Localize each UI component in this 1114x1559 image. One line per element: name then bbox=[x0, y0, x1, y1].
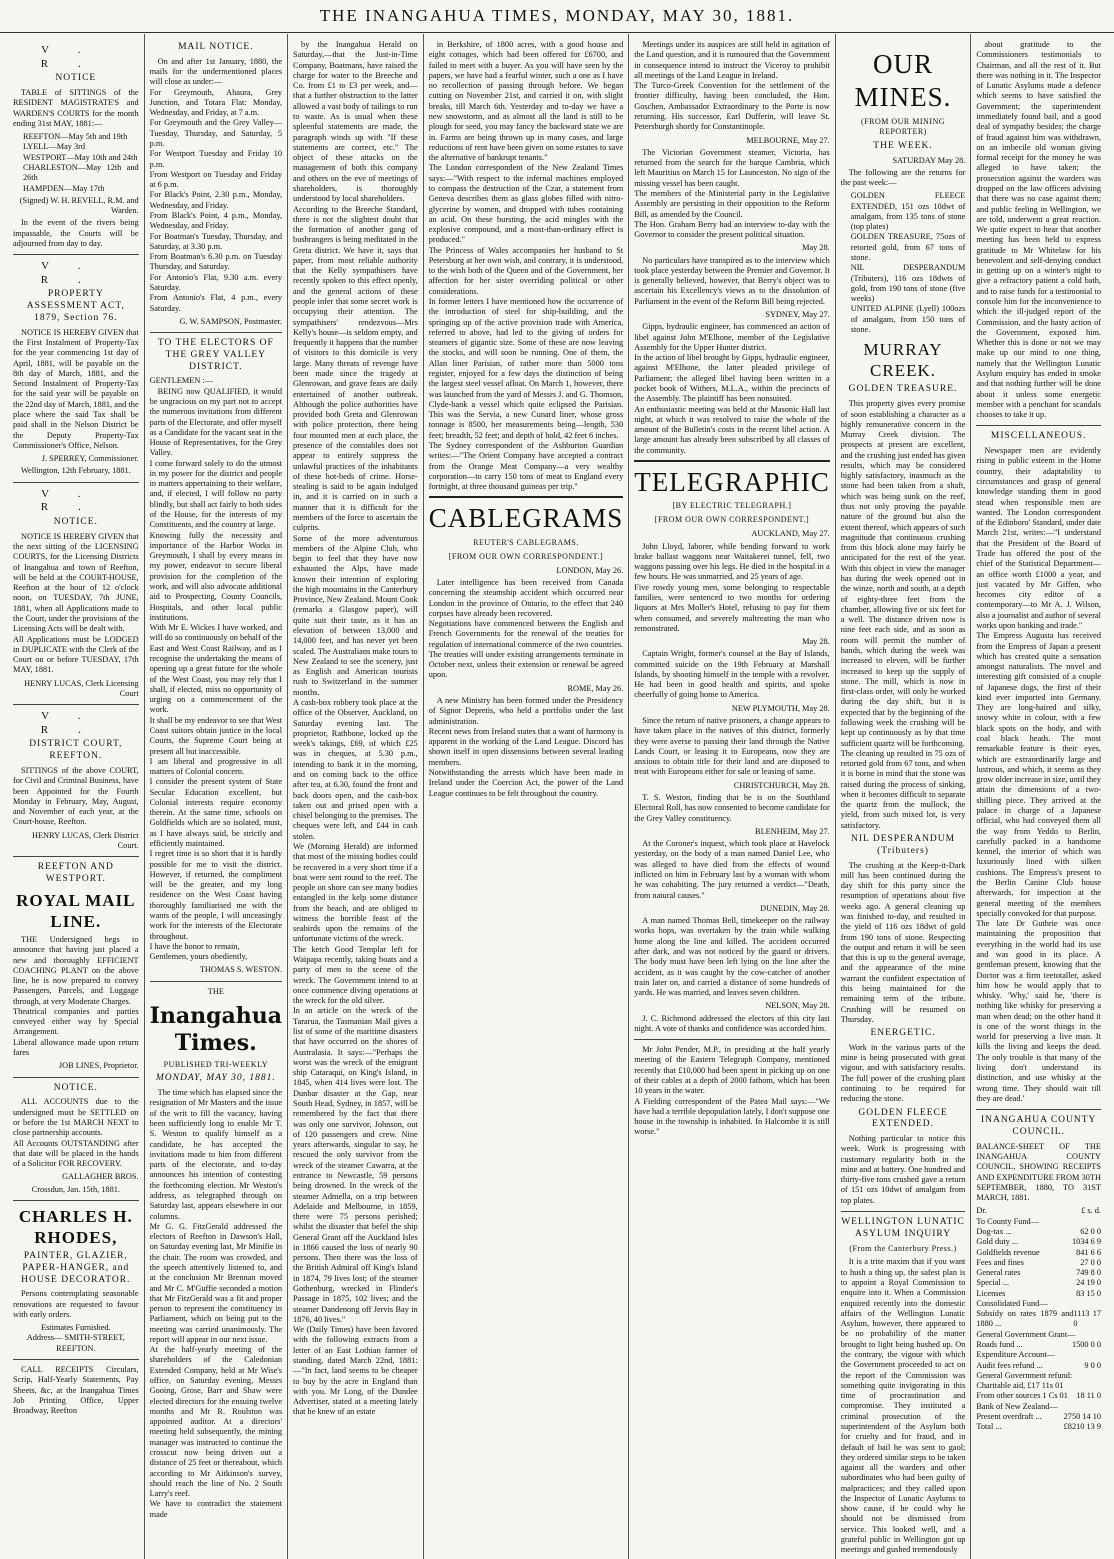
property-body: NOTICE IS HEREBY GIVEN that the First Instalment of Property-Tax for the year commencing 1st day of April, 1881, will be payable on the 8th day of March, 1881, and the Second Instalment of Property-Tax for the said year will be payable on the 22nd day of March, 1881, and the place where the said Tax shall be paid shall in the Nelson District be the Deputy Property-Tax Commissioner's Office, Nelson. bbox=[13, 327, 139, 450]
account-label: Fees and fines bbox=[976, 1257, 1024, 1267]
account-label: Roads fund ... bbox=[976, 1340, 1023, 1350]
issue-date: MONDAY, MAY 30, 1881. bbox=[155, 1073, 276, 1084]
divider bbox=[13, 254, 139, 255]
divider bbox=[13, 1077, 139, 1078]
rhodes-body: Persons contemplating seasonable renovations are requested to favour with early orders. bbox=[13, 1289, 139, 1319]
account-label: Total ... bbox=[976, 1422, 1002, 1432]
column-3 bbox=[287, 34, 423, 1559]
account-label: Expenditure Account— bbox=[976, 1350, 1055, 1360]
asylum-heading: WELLINGTON LUNATIC ASYLUM INQUIRY bbox=[841, 1217, 965, 1239]
account-label: Charitable aid, £17 11s 01 bbox=[976, 1381, 1064, 1391]
account-label: Consolidated Fund— bbox=[976, 1298, 1048, 1308]
golden-treasure-heading: GOLDEN TREASURE. bbox=[848, 384, 958, 395]
account-rows bbox=[976, 1217, 1101, 1433]
nil-desperandum-heading: NIL DESPERANDUM (Tributers) bbox=[850, 834, 956, 856]
cablegrams-body: Later intelligence has been received from Canada concerning the steamship accident which occurred near London in the province of Ontario, to the effect that 240 corpses have already been recovered. Negotiations have commenced between the English and French Governments for the renewal of the treaties for regulation of international commerce of the two countries. The treaties will under existing arrangements terminate in October next, unless their extension or renewal be agreed upon. bbox=[428, 577, 624, 680]
divider bbox=[13, 856, 139, 857]
account-value: 27 0 0 bbox=[1080, 1257, 1101, 1267]
dateline: LONDON, May 26. bbox=[556, 565, 624, 575]
paper-nameplate: Inangahua Times. bbox=[149, 1002, 283, 1057]
account-row bbox=[976, 1289, 1101, 1299]
electors-body: BEING now QUALIFIED, it would be ungracious on my part not to accept the numerous invitations from different parts of the Electorate, and offer myself as a Candidate for the vacant seat in the House of Representatives, for the Grey Valley. I come forward solely to do the utmost in my power for the district and people in matters appertaining to their welfare, and, if elected, I will follow no party blindly, but shall act fairly to both sides of the House, for the interests of my Constituents, and the country at large. Knowing fully the necessity and importance of the Harbor Works in Greymouth, I shall by every means in my power, endeavor to secure liberal provision for the completion of the work, and will also advocate additional aid to Prospecting, County Councils, Hospitals, and other local public institutions. With Mr E. Wickes I have worked, and will do so continuously on behalf of the East and West Coast Railway, and as I recognise the undertaking the means of opening up a great future for the whole of the West Coast, you may rely that I shall, if elected, miss no opportunity of urging on a commencement of the work. It shall be my endeavor to see that West Coast suitors obtain justice in the local Courts, the Supreme Court being at present all but inaccessible. I am liberal and progressive in all matters of Colonial concern. I consider the present system of State Secular Education excellent, but Colonial interests require economy therein. At the same time, schools on Goldfields which are so isolated, must, as I have always said, be strictly and efficiently maintained. I regret time is so short that it is hardly possible for me to visit the district. However, if returned, the compliment will be the greater, and my long residence on the West Coast having thoroughly familiarised me with the wants of the people, I will unceasingly work for the interests of the Electorate throughout. I have the honor to remain, Gentlemen, yours obediently, bbox=[149, 386, 283, 962]
account-row bbox=[976, 1350, 1101, 1360]
account-label: Dr. bbox=[976, 1206, 987, 1216]
auckland-body: John Lloyd, laborer, while bending forward to work brake ballast waggons near Waitakerei tunnel, fell, two waggons passing over his legs. He died in the hospital in a few hours. He was unmarried, and 25 years of age. Five rowdy young men, some belonging to respectable families, were sentenced to two months for ordering liquors at Mrs Moller's Hotel, refusing to pay for them when consumed, and severely maltreating the man who remonstrated. bbox=[634, 541, 830, 633]
sitting-item: CHARLESTON—May 12th and 26th bbox=[23, 162, 139, 183]
rhodes-trade: PAINTER, GLAZIER, PAPER-HANGER, and HOUSE DECORATOR. bbox=[21, 1251, 131, 1285]
account-row bbox=[976, 1258, 1101, 1268]
account-label: Dog-tax ... bbox=[976, 1226, 1012, 1236]
new-plymouth-body: Since the return of native prisoners, a change appears to have taken place in the natives of this district, formerly they were averse to passing their land through the Native Lands Court, or leasing it to Europeans, now they are anxious to obtain title for their land and are disposed to treat with Europeans either for sale or leasing of same. bbox=[634, 716, 830, 777]
leader-body: The time which has elapsed since the resignation of Mr Masters and the issue of the writ to fill the vacancy, having been sufficiently long to enable Mr T. S. Weston to qualify himself as a candidate, he has accepted the invitations made to him from different parts of the electorate, and to-day announces his intention of contesting the forthcoming election. Mr Weston's address, as telegraphed through on Saturday last, appears elsewhere in our columns. Mr G. G. FitzGerald addressed the electors of Reefton in Dawson's Hall, on Saturday evening last, Mr Minifie in the chair. The room was crowded, and the speech attentively listened to, and at the conclusion Mr Brennan moved and Mr C. M'Guffie seconded a motion that Mr FitzGerald was a fit and proper person to represent the constituency in Parliament, which on being put to the meeting was carried unanimously. The report will appear in our next issue. At the half-yearly meeting of the shareholders of the Caledonian Extended Company, held at Mr Wise's office, on Saturday evening, Messrs Gooing, Grose, Barr and Shaw were elected directors for the ensuing twelve months and Mr R. Roulston was appointed auditor. At a directors' meeting held subsequently, the mining manager was instructed to continue the crosscut now being driven out a distance of 25 feet or thereabout, which according to Mr Aitkinson's survey, should reach the line of No. 2 South Larry's reef. We have to contradict the statement made bbox=[149, 1088, 283, 1519]
account-header bbox=[976, 1206, 1101, 1216]
account-row bbox=[976, 1299, 1101, 1309]
column-5 bbox=[628, 34, 835, 1559]
account-value: 83 15 0 bbox=[1076, 1288, 1101, 1298]
dateline: NEW PLYMOUTH, May 28. bbox=[731, 703, 830, 713]
paper-frequency: PUBLISHED TRI-WEEKLY bbox=[163, 1059, 269, 1069]
account-label: General Government Grant— bbox=[976, 1329, 1076, 1339]
mail-notice-body: On and after 1st January, 1880, the mails for the undermentioned places will close as under:— For Greymouth, Ahaura, Grey Junction, and Totara Flat: Monday, Wednesday, and Friday, at 7 a.m. For Greymouth and the Grey Valley—Tuesday, Thursday, and Saturday, 5 p.m. For Westport Tuesday and Friday 10 p.m. From Westport on Tuesday and Friday at 6 p.m. For Black's Point, 2.30 p.m., Monday, Wednesday, and Friday. From Black's Point, 4 p.m., Monday, Wednesday, and Friday. For Boatman's Tuesday, Thursday, and Saturday, at 3.30 p.m. From Boatman's 6.30 p.m. on Tuesday Thursday, and Saturday. For Antonio's Flat, 9.30 a.m. every Saturday. From Antonio's Flat, 4 p.m., every Saturday. bbox=[149, 56, 283, 313]
account-row bbox=[976, 1391, 1101, 1401]
paper-the: THE bbox=[207, 986, 224, 996]
dateline: May 28. bbox=[802, 243, 830, 253]
energetic-heading: ENERGETIC. bbox=[870, 1028, 936, 1039]
account-row bbox=[976, 1278, 1101, 1288]
asylum-sub: (From the Canterbury Press.) bbox=[849, 1243, 957, 1253]
murray-creek-heading: MURRAY CREEK. bbox=[863, 340, 943, 381]
account-label: Subsidy on rates 1879 and 1880 ... bbox=[976, 1309, 1074, 1329]
nelson-body: J. C. Richmond addressed the electors of this city last night. A vote of thanks and confidence was accorded him. bbox=[634, 1013, 830, 1033]
sitting-item: WESTPORT—May 10th and 24th bbox=[23, 152, 138, 162]
divider bbox=[13, 482, 139, 483]
dunedin-body: A man named Thomas Bell, timekeeper on the railway works hops, was overtaken by the train while walking home along the line and killed. The accident occurred after dark, and was not noticed by the guard or drivers. The body must have been left lying on the line after the accident, as it was caught by the cow-catcher of another train later on, and carried a distance of some hundreds of yards. He was married, and leaves seven children. bbox=[634, 916, 830, 998]
account-value: 18 11 0 bbox=[1076, 1391, 1101, 1401]
council-sub: BALANCE-SHEET OF THE INANGAHUA COUNTY COUNCIL, SHOWING RECEIPTS AND EXPENDITURE FROM 30TH SEPTEMBER, 1880, TO 31ST MARCH, 1881. bbox=[976, 1141, 1101, 1203]
account-row bbox=[976, 1309, 1101, 1330]
account-value: 1500 0 0 bbox=[1071, 1340, 1101, 1350]
account-label: General Government refund: bbox=[976, 1370, 1073, 1380]
golden-fleece-heading: GOLDEN FLEECE EXTENDED. bbox=[858, 1107, 948, 1130]
news-body: in Berkshire, of 1800 acres, with a good house and eight cottages, which had been offered for £6700, and failed to meet with a buyer. As you will have seen by the papers, we have had a fearful winter, such a one as I have no recollection of passing through before. We began cutting on November 21st, and carried it on, with slight breaks, till March 6th. Yesterday and to-day we have a new snowstorm, and as almost all the land is still to be plough for seed, you may fancy the backward state we are in. Farms are being thrown up in many cases, and large reductions of rent have been given on some estates to save the alternative of bankrupt tenants." The London correspondent of the New Zealand Times says:—"With respect to the infernal machines employed to compass the destruction of the Czar, a statement from Geneva describes them as glass globes filled with nitro-glycerine by women, and dropped with tubes containing an acid. On these bursting, the acid mingles with the explosive compound, and a most-than-ordinary effect is produced." The Princess of Wales accompanies her husband to St Petersburg at her own wish, and contrary, it is understood, to the wish both of the Queen and of the Government, her affection for her sister overriding political or other considerations. In former letters I have mentioned how the occurrence of the introduction of steel for ship-building, and the springing up of the active provision trade with America, referred to above, had led to the giving of orders for steamers of gigantic size. Some of these are now leaving the stocks, and will soon be running. One of them, the Allan liner Parisian, of rather more than 5000 tons register, enjoyed for a few days the distinction of being the largest steel vessel afloat. On March 1, however, there was launched from the yard of Messrs J. and G. Thomson, Clyde-bank a vessel which quite eclipsed the Parisian. This was the Servia, a new Cunard liner, whose gross tonnage is 8500, her measurements being—length, 530 feet; breadth, 52 feet; and depth of hold, 42 feet 6 inches. The Sydney correspondent of the Ashburton Guardian writes:—"The Orient Company have accepted a contract from the Orange Meat Company—a very wealthy corporation—to carry 150 tons of meat to England every fortnight, at three thousand guineas per trip." bbox=[428, 40, 624, 492]
account-row bbox=[976, 1381, 1101, 1391]
dateline: May 28. bbox=[802, 637, 830, 647]
divider bbox=[150, 981, 282, 982]
royal-mail-heading: ROYAL MAIL LINE. bbox=[16, 890, 136, 931]
signature: GALLAGHER BROS. bbox=[62, 1172, 139, 1182]
divider bbox=[841, 1211, 966, 1212]
account-row bbox=[976, 1371, 1101, 1381]
sitting-item: LYELL—May 3rd bbox=[23, 142, 86, 152]
news-body: Meetings under its auspices are still held in agitation of the Land question, and it is rumoured that the Government in consequence intend to instruct the Viceroy to prohibit all meetings of the Land League in Ireland. The Turco-Greek Convention for the settlement of the frontier difficulty, having been concluded, the Hon. Goschen, Ambassador Extraordinary to the Porte is now returning. His successor, Earl Dufferin, will leave St. Petersburgh shortly for Constantinople. bbox=[634, 40, 830, 132]
dateline: Crossdun, Jan. 15th, 1881. bbox=[31, 1184, 120, 1194]
account-label: General rates bbox=[976, 1268, 1021, 1278]
notice-footer: In the event of the rivers being impassable, the Courts will be adjourned from day to day. bbox=[13, 218, 139, 248]
account-label: From other sources 1 Cs 01 bbox=[976, 1391, 1068, 1401]
account-value: 749 8 0 bbox=[1076, 1268, 1101, 1278]
column-1 bbox=[8, 34, 144, 1559]
account-label: Present overdraft ... bbox=[976, 1412, 1042, 1422]
rome-body: A new Ministry has been formed under the Presidency of Signor Depretis, who held a portfolio under the last administration. Recent news from Ireland states that a want of harmony is apparent in the working of the Land League. Discord has shown itself in open dissensions between several leading members. Notwithstanding the arrests which have been made in Ireland under the Coercion Act, the power of the Land League continues to be felt throughout the country. bbox=[428, 696, 624, 798]
rhodes-address: Address— SMITH-STREET, REEFTON. bbox=[26, 1333, 125, 1353]
divider bbox=[13, 1200, 139, 1201]
account-value: £8210 13 9 bbox=[1063, 1422, 1101, 1432]
signature: (Signed) W. H. REVELL, R.M. and Warden. bbox=[19, 195, 139, 216]
mail-notice-heading: MAIL NOTICE. bbox=[178, 42, 254, 52]
asylum-continued: about gratitude to the Commissioners testimonials to Chairman, and all the rest of it. But there was nothing in it. The Inspector of Lunatic Asylums made a defence which seems to have satisfied the Government; the superintendent immediately found bail, and a good deal of sympathy besides; the charge of fraud against him was withdrawn, on an imbecile old woman giving formal receipt for the money he was alleged to have taken; the prosecution against the warders was dropped on the law officers advising that there was no case against them; and public feeling in Wellington, we are told, underwent a great reaction. We quite expect to hear that another meeting has been held to express gratitude to Mr Whitelaw for his benevolent and self-denying conduct in getting up on a winter's night to give a refractory patient a cold bath, and to raise funds for a testimonial to console him for the inconvenience to which the ill-judged report of the Commission, and the hasty action of the Government, exposed him. Whether this is done or not we may make up our mind to one thing, namely that the Wellington Lunatic Asylum enquiry has ended in smoke and that nothing further will be done about it unless some energetic member with a penchant for scandals chooses to take it up. bbox=[976, 40, 1101, 420]
dateline: ROME, May 26. bbox=[567, 683, 624, 693]
column-6 bbox=[835, 34, 971, 1559]
account-row bbox=[976, 1422, 1101, 1432]
signature: HENRY LUCAS, Clerk Licensing Court bbox=[24, 678, 139, 698]
sitting-item: REEFTON—May 5th and 19th bbox=[23, 132, 128, 142]
asylum-body: It is a trite maxim that if you want to hush a thing up, the safest plan is to appoint a Royal Commission to enquire into it. When a Commission enquired recently into the domestic affairs of the Wellington Lunatic Asylum, however, there appeared to be no probability of the matter brought to light being hushed up. On the contrary, the vigour with which the Government proceeded to act on the report of the Commission was something quite invigorating in this time of procrastination and compromise. They instituted a criminal prosecution of the superintendent of the Asylum both for cruelty and for fraud, and in default of bail he was sent to gaol; they ordered similar steps to be taken against all the warders and other subordinates who had been guilty of malpractices; and they called upon the Inspector of Lunatic Asylums to show cause, if he could why he should not be dismissed from service. This looked well, and a grateful public in Wellington got up meetings and gushed tremendously bbox=[840, 1257, 966, 1555]
cablegrams-sub: REUTER'S CABLEGRAMS. bbox=[473, 537, 579, 547]
crest: V. R. bbox=[40, 44, 111, 70]
dateline: Wellington, 12th February, 1881. bbox=[20, 466, 131, 476]
account-label: Licenses bbox=[976, 1288, 1006, 1298]
divider bbox=[13, 704, 139, 705]
account-label: Goldfields revenue bbox=[976, 1247, 1040, 1257]
divider bbox=[976, 1109, 1101, 1110]
dateline: AUCKLAND, May 27. bbox=[751, 529, 830, 539]
account-value: £ s. d. bbox=[1081, 1206, 1101, 1216]
golden-fleece-body: Nothing particular to notice this week. Work is progressing with customary regularity both in the mine and at battery. One hundred and thirty-five tons crushed gave a return of 151 ozs 10dwt of amalgam from top plates. bbox=[840, 1134, 966, 1205]
dateline: SATURDAY May 28. bbox=[892, 155, 966, 165]
divider bbox=[976, 425, 1101, 426]
dateline: SYDNEY, May 27. bbox=[765, 310, 830, 320]
energetic-body: Work in the various parts of the mine is being prosecuted with great vigour, and with satisfactory results. The full power of the crushing plant continuing to be required for reducing the stone. bbox=[840, 1042, 966, 1104]
account-label: Bank of New Zealand— bbox=[976, 1401, 1058, 1411]
council-heading: INANGAHUA COUNTY COUNCIL. bbox=[980, 1115, 1097, 1137]
account-value: 24 19 0 bbox=[1076, 1278, 1101, 1288]
miscellaneous-heading: MISCELLANEOUS. bbox=[990, 431, 1087, 442]
return-item: GOLDEN FLEECE EXTENDED, 151 ozs 10dwt of amalgam, from 135 tons of stone (top plates) bbox=[850, 191, 966, 232]
property-heading: PROPERTY ASSESSMENT ACT, 1879, Section 76. bbox=[26, 289, 125, 324]
account-row bbox=[976, 1248, 1101, 1258]
column-7 bbox=[970, 34, 1106, 1559]
return-item: NIL DESPERANDUM (Tributers), 116 ozs 18dwts of gold, from 190 tons of stone (five weeks) bbox=[850, 263, 966, 304]
account-row bbox=[976, 1217, 1101, 1227]
crest: V. R. bbox=[40, 487, 111, 514]
nil-desperandum-body: The crushing at the Keep-it-Dark mill has been continued during the day shift for this party since the resumption of operations about five weeks ago. A general cleaning up was finished to-day, and resulted in the yield of 116 ozs 18dwt of gold from 190 tons of stone. Respecting the output and return it will be seen that this is up to the general average, and the appearance of the mine warrant the confident expectation of this being maintained for the remaining term of the tribute. Crushing will be resumed on Thursday. bbox=[840, 860, 966, 1024]
may28-body: No particulars have transpired as to the interview which took place yesterday between the Premier and Governor. It is generally believed, however, that Berry's object was to ascertain his Excellency's views as to the dissolution of Parliament in the event of the Reform Bill being rejected. bbox=[634, 255, 830, 306]
account-row bbox=[976, 1268, 1101, 1278]
mail-line-sub: REEFTON AND WESTPORT. bbox=[37, 862, 114, 885]
mail-line-body: THE Undersigned begs to announce that having just placed a new and thoroughly EFFICIENT COACHING PLANT on the above line, he is now prepared to convey Passengers, Parcels, and Luggage through, at very Moderate Charges. Theatrical companies and parties conveyed either way by Special Arrangement. Liberal allowance made upon return fares bbox=[13, 934, 139, 1058]
week-intro: The following are the returns for the past week:— bbox=[840, 167, 966, 188]
divider bbox=[150, 332, 282, 333]
dateline: DUNEDIN, May 28. bbox=[760, 903, 830, 913]
divider bbox=[634, 1039, 830, 1040]
account-value: 62 0 0 bbox=[1080, 1226, 1101, 1236]
mines-sub: (FROM OUR MINING REPORTER) bbox=[861, 116, 946, 136]
dateline: MELBOURNE, May 27. bbox=[746, 135, 830, 145]
account-row bbox=[976, 1361, 1101, 1371]
week-heading: THE WEEK. bbox=[873, 140, 933, 151]
columns bbox=[8, 34, 1106, 1555]
telegraphic-own: [FROM OUR OWN CORRESPONDENT.] bbox=[654, 515, 810, 525]
licensing-heading: NOTICE. bbox=[53, 516, 98, 527]
telegraphic-heading: TELEGRAPHIC bbox=[634, 460, 830, 499]
telegraphic-sub: [BY ELECTRIC TELEGRAPH.] bbox=[672, 501, 792, 511]
auckland28-body: Captain Wright, former's counsel at the Bay of Islands, committed suicide on the 19th February at Marshall Islands, by shooting himself in the temple with a revolver. He had been in good health and spirits, and spoke cheerfully of going home to America. bbox=[634, 649, 830, 700]
rhodes-heading: CHARLES H. RHODES, bbox=[18, 1206, 133, 1247]
crest: V. R. bbox=[40, 710, 111, 736]
account-value: 9 0 0 bbox=[1084, 1360, 1101, 1370]
sitting-item: HAMPDEN—May 17th bbox=[23, 183, 105, 193]
dateline: CHRISTCHURCH, May 28. bbox=[733, 780, 830, 790]
accounts-heading: NOTICE. bbox=[53, 1082, 98, 1093]
licensing-body: NOTICE IS HEREBY GIVEN that the next sitting of the LICENSING COURTS, for the Licensing Districts of Inangahua and town of Reefton, will be held at the COURT-HOUSE, Reefton at the hour of 12 o'clock noon, on TUESDAY, 7th JUNE, 1881, when all Applications made to the Court, under the provisions of the Licensing Acts will be dealt with. All Applications must be LODGED in DUPLICATE with the Clerk of the Court on or before TUESDAY, 17th MAY, 1881. bbox=[13, 531, 139, 675]
signature: G. W. SAMPSON, Postmaster. bbox=[179, 316, 283, 326]
account-row bbox=[976, 1340, 1101, 1350]
call-receipts-ad: CALL RECEIPTS Circulars, Scrip, Half-Yearly Statements, Pay Sheets, &c, at the Inangahua Times Job Printing Office, Upper Broadway, Reefton bbox=[13, 1365, 139, 1416]
account-row bbox=[976, 1402, 1101, 1412]
rhodes-estimates: Estimates Furnished. bbox=[41, 1323, 111, 1333]
miscellaneous-body: Newspaper men are evidently rising in public esteem in the Home country, their adaptability to circumstances and grasp of general knowledge standing them in good stead when responsible men are wanted. The London correspondent of the Edinboro' Standard, under date March 21st, writes:—"I understand that the President of the Board of Trade has offered the post of the chief of the Statistical Department—an office worth £1000 a year, and just vacated by Mr Giffen, who becomes city editor of a contemporary—to Mr A. J. Wilson, also a journalist and author of several works upon banking and trade." The Empress Augusta has received from the Empress of Japan a present which has created quite a sensation amongst naturalists. The novel and interesting gift consisted of a couple of Japanese dogs, the first of their kind ever imported into Germany. They are long-haired and silky, snowy white in colour, with a few black spots on the body, and with coal black heads. The most remarkable feature is their eyes, which are extraordinarily large and lustrous, and which, it seems as they grow older increase in size, until they attain the dimensions of a two-shilling piece. They arrived at the palace in charge of a Japanese official, who had conveyed them all the way from Yeddo to Berlin, carefully packed in a handsome kennel, the interior of which was luxuriously lined with silken cushions. The Empress's present to the Berlin Canine Club house afterwards, for inspection at the general meeting of the members specially convoked for that purpose. The late Dr Guthrie was once maintaining the proposition that everything in the world had its use and was good in its place. A gentleman present, knowing that the Doctor was a firm teetotaller, asked him how he would apply that to whisky. 'Why,' said he, 'there is nothing like whisky for preserving a man when dead; on the other hand it is one of the worst things in the world for preserving a live man. It kills the living and keeps the dead. The only trouble is that many of the living don't understand its distinction, and use whisky at the wrong time. They should wait till they are dead.' bbox=[976, 446, 1102, 1103]
news-body: by the Inangahua Herald on Saturday,—that the Just-in-Time Company, Boatmans, have raised the charge for water to the Breeche and Co. from £1 to £3 per week, and—that a further obstruction to the latter allowed a vast body of tailings to run to waste. As is usual when these spleenful statements are made, the paragraph winds up with "If these statements are correct, etc." The object of these attacks on the management of both this company and others on the eve of meetings of shareholders, is thoroughly understood by local shareholders. According to the Breeche Standard, there is not the slightest doubt that the formation of another gang of bushrangers is being meditated in the Greta district. We have it, says that paper, from most reliable authority that the Kelly sympathisers have recently spoken to this effect openly, and the general actions of these people infer that some secret work is occupying their attention. The sympathisers' rendezvous—Mrs Kelly's house—is seldom empty, and frequently it happens that the number of visitors to this domicile is very large. Many threats of revenge have been made since the tragedy at Glenrowan, and grave fears are daily entertained of another outbreak. Although the police authorities have provided both Greta and Glenrowan with police protection, there being four mounted men at each place, the presence of the constables does not appear to entirely suppress the unlawful practices of the inhabitants of these hot-beds of crime. Horse-stealing is said to be again indulged in, and it is carried on in such a manner that it is difficult for the members of the force to ascertain the culprits. Some of the more adventurous members of the Alpine Club, who begin to feel that they have now exhausted the Alps, have made known their intention of exploring the high mountains in the Canterbury Province, New Zealand. Mount Cook (remarks a Glasgow paper), will quite suit their taste, as it has an elevation of between 13,000 and 14,000 feet, and has never yet been scaled. The Australians make tours to New Zealand to see the scenery, just as English and American tourists rush to Switzerland in the summer months. A cash-box robbery took place at the office of the Observer, Auckland, on Saturday evening last. The proprietor, Rathbone, locked up the week's takings, £69, of which £25 was in cheques, at 5.30 p.m., intending to bank it in the morning, and on coming back to the office after tea, at 6.30, found the front and back doors open, and the cash-box taken out and prised open with a chisel belonging to the premises. The cheques were left, and £44 in cash stolen. We (Morning Herald) are informed that most of the missing bodies could be recovered in a very short time if a boat were sent round to the reef. The people on shore can see many bodies entangled in the kelp some distance from the beach, and are obliged to witness the horrible feast of the seabirds upon the remains of the unfortunate victims of the wreck. The ketch Good Templar left for Waipapa recently, taking boats and a party of men to the scene of the wreck. The Government intend to at once commence diving operations at the wreck for the old silver. In an article on the wreck of the Tararua, the Tasmanian Mail gives a list of some of the maritime disasters that have occurred on the shores of Australasia. It says:—"Perhaps the worst was the wreck of the emigrant ship Cataraqui, on King's Island, in 1845, when 414 lives were lost. The Dunbar disaster at the Gap, near South Head, Sydney, in 1857, will be remembered by the fact that there was only one survivor, Johnson, out of 120 passengers and crew. Nine years afterwards, singular to say, he rescued the only survivor from the wreck of the steamer Cawarra, at the entrance to Newcastle, 59 persons being drowned. In the wreck of the steamer Admella, on a trip between Adelaide and Melbourne, in 1859, there were 75 persons perished; whilst the disaster that befel the ship General Grant off the Auckland Isles in 1866 caused the loss of nearly 90 persons. Then there was the loss of the British Admiral off King's Island in 1874, 79 lives lost; of the steamer Gothenburg, wrecked in Flinder's Passage in 1875, 102 lives; and the steamer Dandenong off Jervis Bay in 1876, 40 lives." We (Daily Times) have been favored with the following extracts from a letter of an East Lothian farmer of standing, dated March 22nd, 1881:—"In fact, land seems to be cheaper to buy by the acre in England than with you. Mr Long, of the Dundee Advertiser, stated at a meeting lately that he knew of an estate bbox=[293, 40, 418, 1417]
account-label: Audit fees refund ... bbox=[976, 1360, 1043, 1370]
accounts-body: ALL ACCOUNTS due to the undersigned must be SETTLED on or before the 1st MARCH NEXT to close partnership accounts. All Accounts OUTSTANDING after that date will be placed in the hands of a Solicitor FOR RECOVERY. bbox=[13, 1097, 139, 1169]
account-row bbox=[976, 1412, 1101, 1422]
account-value: 2750 14 10 bbox=[1063, 1412, 1101, 1422]
electors-salutation: GENTLEMEN :— bbox=[149, 376, 213, 386]
dateline: NELSON, May 28. bbox=[765, 1001, 830, 1011]
return-item: UNITED ALPINE (Lyell) 100ozs of amalgam, from 150 tons of stone. bbox=[850, 304, 966, 335]
account-label: Gold duty ... bbox=[976, 1237, 1019, 1247]
signature: HENRY LUCAS, Clerk District Court. bbox=[31, 830, 139, 850]
account-label: Special ... bbox=[976, 1278, 1010, 1288]
signature: THOMAS S. WESTON. bbox=[199, 965, 283, 975]
column-4 bbox=[423, 34, 629, 1559]
account-row bbox=[976, 1227, 1101, 1237]
crest: V. R. bbox=[40, 260, 111, 286]
sydney-body: Gipps, hydraulic engineer, has commenced an action of libel against John M'Elhone, member of the Legislative Assembly for the Upper Hunter district. In the action of libel brought by Gipps, hydraulic engineer, against M'Elhone, the latter pleaded privilege of Parliament; the alleged libel having been written in a pocket book of Withers, M.L.A., within the precincts of the Assembly. The plaintiff has been nonsuited. An enthusiastic meeting was held at the Masonic Hall last night, at which it was resolved to raise the whole of the amount of the Bulletin's costs in the recent libel action. A large amount has already been subscribed by all classes of the community. bbox=[634, 322, 830, 455]
signature: JOB LINES, Proprietor. bbox=[58, 1061, 139, 1071]
account-value: 1113 17 0 bbox=[1073, 1309, 1101, 1329]
dateline: BLENHEIM, May 27. bbox=[755, 826, 830, 836]
notice-heading: NOTICE bbox=[55, 73, 97, 84]
divider bbox=[13, 1359, 139, 1360]
cablegrams-heading: CABLEGRAMS bbox=[429, 496, 624, 535]
account-value: 1034 6 9 bbox=[1071, 1237, 1101, 1247]
pender-body: Mr John Pender, M.P., in presiding at the half yearly meeting of the Eastern Telegraph Company, mentioned recently that £10,000 had been spent in picking up on one of their cables at a depth of 2000 fathom, which has been 10 years in the water. A Fielding correspondent of the Patea Mail says:—"We have had a terrible depopulation lately, I don't suppose one house in the township is inhabited. In Halcombe it is still worse." bbox=[634, 1045, 830, 1137]
account-value: 841 6 6 bbox=[1076, 1247, 1101, 1257]
column-2 bbox=[144, 34, 287, 1559]
christchurch-body: T. S. Weston, finding that he is on the Southland Electoral Roll, has now consented to become candidate for the Grey Valley constituency. bbox=[634, 793, 830, 823]
melbourne-body: The Victorian Government steamer, Victoria, has returned from the search for the barque Cambria, which left Mauritius on March 15 for Launceston. No sign of the missing vessel has been caught. The members of the Ministerial party in the Legislative Assembly are persisting in their opposition to the Reform Bill, as amended by the Council. The Hon. Graham Berry had an interview to-day with the Governor to consider the present political situation. bbox=[634, 147, 830, 240]
our-mines-heading: OUR MINES. bbox=[854, 49, 952, 113]
blenheim-body: At the Coroner's inquest, which took place at Havelock yesterday, on the body of a man named Daniel Lee, who was alleged to have died from the effects of wound inflicted on him in February last by a woman with whom he was cohabiting. The jury returned a verdict—"Death, from natural causes." bbox=[634, 839, 830, 900]
account-label: To County Fund— bbox=[976, 1216, 1039, 1226]
district-court-heading: DISTRICT COURT, REEFTON. bbox=[29, 739, 123, 762]
electors-heading: TO THE ELECTORS OF THE GREY VALLEY DISTRICT. bbox=[157, 338, 274, 372]
golden-treasure-body: This property gives every promise of soon establishing a character as a highly remunerative concern in the Murray Creek division. The prospects at present are excellent, and the crushing just ended has given results, which may be considered highly satisfactory, inasmuch as the stone had been taken from a shaft, which was being sunk on the reef, thus not only proving the payable nature of the ground but also the extent thereof, which appears of such magnitude that continuous crushing from this block alone may fairly be anticipated for the rest of the year. With this object in view the manager has during the week opened out in the winze, north and south, at a depth of eighty-three feet from the chamber, allowing five or six feet for a well. The distance driven now is nine feet each side, and as soon as room will permit the number of hands, which during the week was increased to eleven, will be further increased to keep up the supply of stone. The mill, which is now in first-class order, will only be worked during the day shift, but it is expected that by the beginning of the following week the crushing will be kept up continuously as by that time sufficient quartz will be forthcoming. The cleaning up resulted in 75 ozs of retorted gold from 67 tons, and when it is borne in mind that the stone was raised during the process of sinking, when it becomes difficult to separate the quartz from the mullock, the yield, from such mixed lot, is very satisfactory. bbox=[840, 399, 966, 830]
masthead: THE INANGAHUA TIMES, MONDAY, MAY 30, 1881. bbox=[0, 0, 1114, 33]
signature: J. SPERREY, Commissioner. bbox=[41, 454, 139, 464]
return-item: GOLDEN TREASURE, 75ozs of retorted gold, from 67 tons of stone. bbox=[850, 232, 966, 263]
district-court-body: SITTINGS of the above COURT, for Civil and Criminal Business, have been Appointed for the Fourth Monday in February, May, August, and November of each year, at the Court-house, Reefton. bbox=[13, 766, 139, 827]
notice-body: TABLE of SITTINGS of the RESIDENT MAGISTRATE'S and WARDEN'S COURTS for the month ending 31st MAY, 1881:— bbox=[13, 88, 139, 128]
account-row bbox=[976, 1330, 1101, 1340]
account-row bbox=[976, 1237, 1101, 1247]
cablegrams-own: [FROM OUR OWN CORRESPONDENT.] bbox=[448, 551, 604, 561]
